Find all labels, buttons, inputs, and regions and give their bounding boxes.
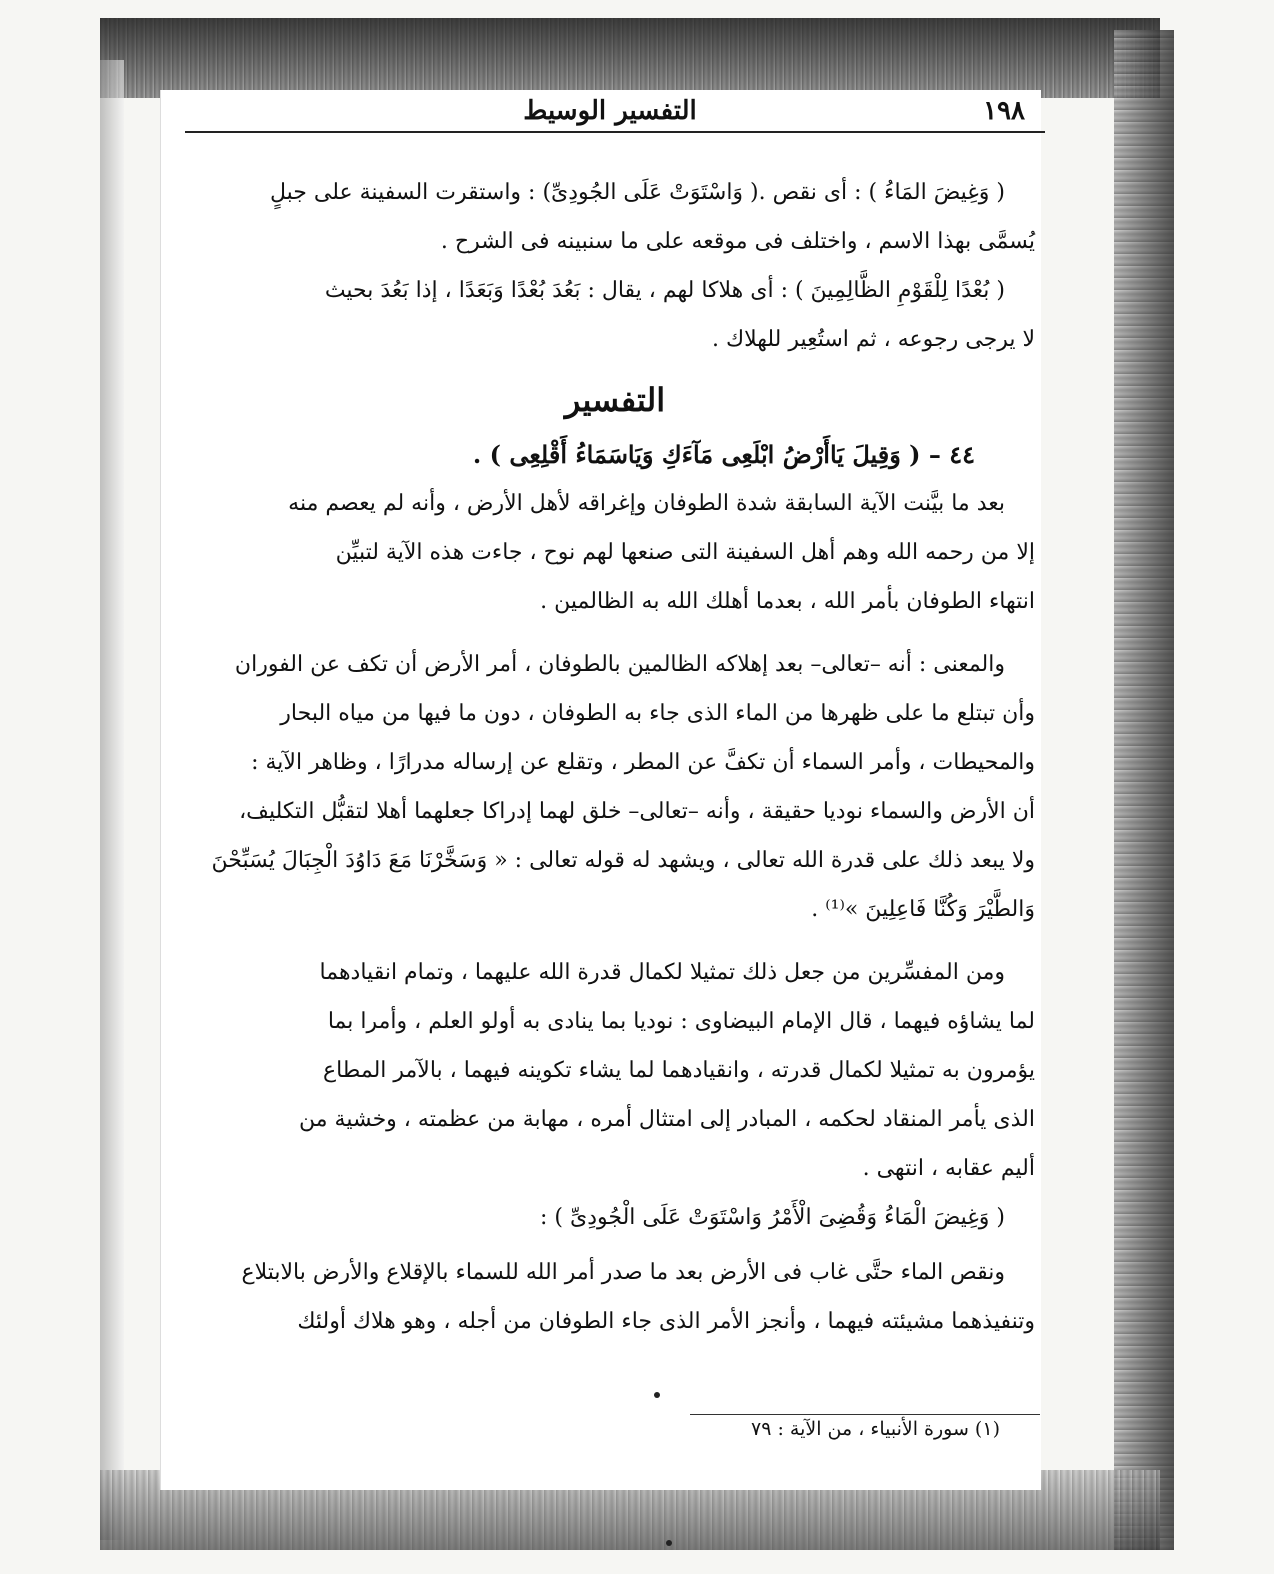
- paragraph-line: والمحيطات ، وأمر السماء أن تكفَّ عن المطر ، وتقلع عن إرساله مدرارًا ، وظاهر الآية :: [251, 750, 1035, 775]
- page-body: [195, 168, 1035, 1346]
- page-number: ١٩٨: [983, 96, 1025, 126]
- footnote: (١) سورة الأنبياء ، من الآية : ٧٩: [751, 1418, 1000, 1440]
- paragraph-line: أليم عقابه ، انتهى .: [862, 1156, 1035, 1181]
- page-header: [185, 96, 1035, 132]
- glossary-line: يُسمَّى بهذا الاسم ، واختلف فى موقعه على ما سنبينه فى الشرح .: [440, 229, 1035, 254]
- paragraph-line: الذى يأمر المنقاد لحكمه ، المبادر إلى امتثال أمره ، مهابة من عظمته ، وخشية من: [299, 1107, 1035, 1132]
- running-title: التفسير الوسيط: [523, 96, 697, 126]
- verse-heading: ٤٤ – ( وَقِيلَ يَاأَرْضُ ابْلَعِى مَآءَكِ وَيَاسَمَاءُ أَقْلِعِى ) .: [472, 440, 975, 469]
- paragraph-line: لما يشاؤه فيهما ، قال الإمام البيضاوى : نوديا بما ينادى به أولو العلم ، وأمرا بما: [327, 1009, 1035, 1034]
- scan-edge-top: [100, 18, 1160, 98]
- paragraph-line: ولا يبعد ذلك على قدرة الله تعالى ، ويشهد له قوله تعالى : « وَسَخَّرْنَا مَعَ دَاوُدَ الْجِبَالَ يُسَبِّحْنَ: [211, 848, 1035, 873]
- paragraph-line: ومن المفسِّرين من جعل ذلك تمثيلا لكمال قدرة الله عليهما ، وتمام انقيادهما: [319, 960, 1005, 985]
- scan-edge-left: [100, 60, 124, 1540]
- paragraph-line: وتنفيذهما مشيئته فيهما ، وأنجز الأمر الذى جاء الطوفان من أجله ، وهو هلاك أولئك: [297, 1309, 1035, 1334]
- header-rule: [185, 131, 1045, 133]
- ink-speck: [654, 1392, 660, 1398]
- paragraph-line: يؤمرون به تمثيلا لكمال قدرته ، وانقيادهما لما يشاء تكوينه فيهما ، بالآمر المطاع: [322, 1058, 1035, 1083]
- footnote-rule: [690, 1414, 1040, 1415]
- paragraph-line: انتهاء الطوفان بأمر الله ، بعدما أهلك الله به الظالمين .: [540, 589, 1035, 614]
- scan-edge-right: [1114, 30, 1174, 1550]
- verse-segment: ( وَغِيضَ الْمَاءُ وَقُضِىَ الْأَمْرُ وَاسْتَوَتْ عَلَى الْجُودِىِّ ) :: [540, 1205, 1005, 1230]
- ink-speck: [666, 1540, 672, 1546]
- paragraph-line: ونقص الماء حتَّى غاب فى الأرض بعد ما صدر أمر الله للسماء بالإقلاع والأرض بالابتلاع: [241, 1260, 1005, 1285]
- paragraph-line: أن الأرض والسماء نوديا حقيقة ، وأنه –تعالى– خلق لهما إدراكا جعلهما أهلا لتقبُّل التكليف،: [239, 799, 1035, 824]
- glossary-line: ( بُعْدًا لِلْقَوْمِ الظَّالِمِينَ ) : أى هلاكا لهم ، يقال : بَعُدَ بُعْدًا وَبَعَدًا ، إذا بَعُدَ بحيث: [324, 278, 1005, 303]
- paragraph-line: وَالطَّيْرَ وَكُنَّا فَاعِلِينَ »⁽¹⁾ .: [811, 897, 1035, 922]
- section-title: التفسير: [564, 381, 666, 419]
- glossary-line: ( وَغِيضَ المَاءُ ) : أى نقص .( وَاسْتَوَتْ عَلَى الجُودِىِّ) : واستقرت السفينة على جبلٍ: [270, 180, 1005, 205]
- paragraph-line: وأن تبتلع ما على ظهرها من الماء الذى جاء به الطوفان ، دون ما فيها من مياه البحار: [280, 701, 1035, 726]
- paragraph-line: إلا من رحمه الله وهم أهل السفينة التى صنعها لهم نوح ، جاءت هذه الآية لتبيِّن: [335, 540, 1035, 565]
- paragraph-line: بعد ما بيَّنت الآية السابقة شدة الطوفان وإغراقه لأهل الأرض ، وأنه لم يعصم منه: [288, 491, 1005, 516]
- glossary-line: لا يرجى رجوعه ، ثم استُعِير للهلاك .: [711, 327, 1035, 352]
- paragraph-line: والمعنى : أنه –تعالى– بعد إهلاكه الظالمين بالطوفان ، أمر الأرض أن تكف عن الفوران: [234, 652, 1005, 677]
